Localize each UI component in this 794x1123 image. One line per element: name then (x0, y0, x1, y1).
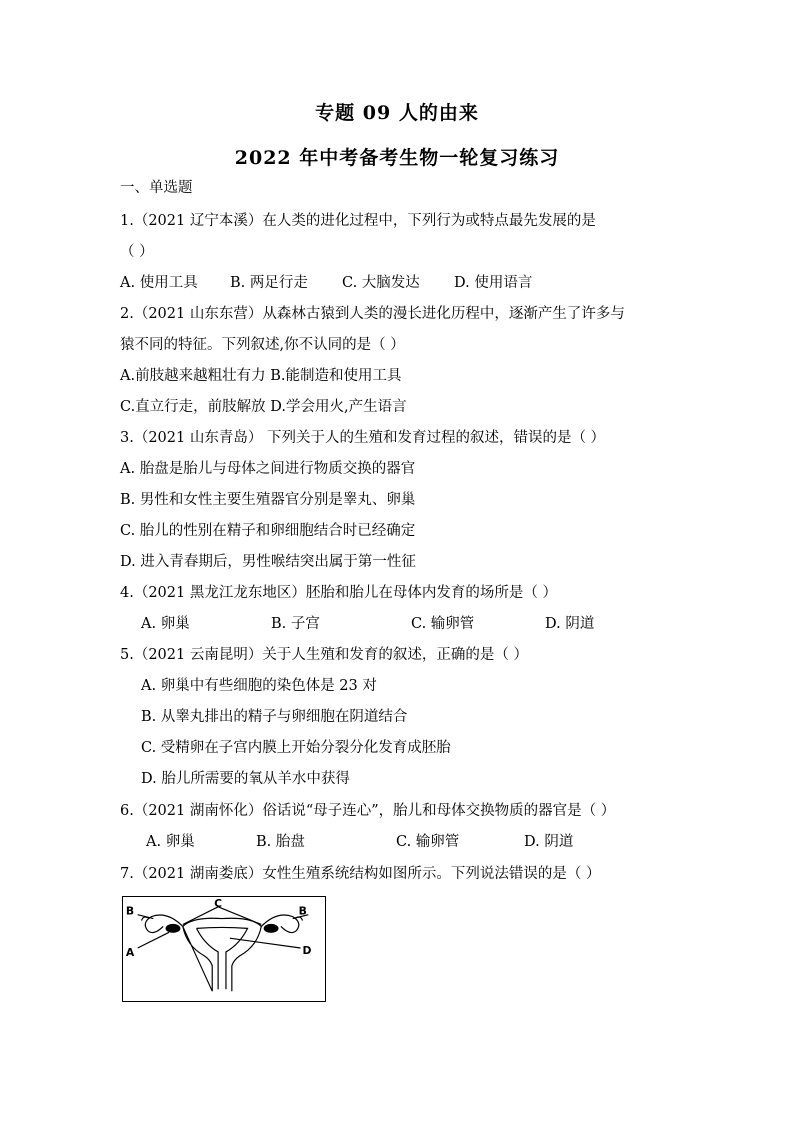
question-5-stem: 5.（2021 云南昆明）关于人生殖和发育的叙述，正确的是（ ） (120, 647, 528, 663)
question-3-option-b: B. 男性和女性主要生殖器官分别是睾丸、卵巢 (120, 492, 416, 508)
question-5-option-a: A. 卵巢中有些细胞的染色体是 23 对 (141, 678, 377, 694)
question-3-option-d: D. 进入青春期后，男性喉结突出属于第一性征 (120, 554, 416, 570)
question-3-option-c: C. 胎儿的性别在精子和卵细胞结合时已经确定 (120, 523, 416, 539)
question-5-option-c: C. 受精卵在子宫内膜上开始分裂分化发育成胚胎 (141, 740, 451, 756)
question-1-options (120, 273, 680, 293)
question-6-options (146, 832, 666, 852)
question-1-paren: （ ） (120, 244, 154, 260)
option-a: A. 卵巢 (141, 616, 190, 632)
reproductive-system-diagram (123, 897, 325, 1001)
question-2-stem-line-2: 猿不同的特征。下列叙述,你不认同的是（ ） (120, 337, 405, 353)
question-1-stem: 1.（2021 辽宁本溪）在人类的进化过程中，下列行为或特点最先发展的是 (120, 213, 596, 229)
option-c: C. 输卵管 (396, 834, 460, 850)
question-5-option-d: D. 胎儿所需要的氧从羊水中获得 (141, 771, 350, 787)
option-b: B. 胎盘 (256, 834, 305, 850)
option-c: C. 输卵管 (411, 616, 475, 632)
figure-label-a: A (125, 945, 135, 959)
question-2-stem-line-1: 2.（2021 山东东营）从森林古猿到人类的漫长进化历程中，逐渐产生了许多与 (120, 306, 625, 322)
figure-label-b-left: B (125, 904, 135, 918)
question-4-stem: 4.（2021 黑龙江龙东地区）胚胎和胎儿在母体内发育的场所是（ ） (120, 585, 557, 601)
question-7-stem: 7.（2021 湖南娄底）女性生殖系统结构如图所示。下列说法错误的是（ ） (120, 866, 601, 882)
section-heading: 一、单选题 (120, 180, 193, 196)
figure-label-c: C (214, 897, 223, 910)
option-a: A. 使用工具 (120, 275, 198, 291)
question-3-option-a: A. 胎盘是胎儿与母体之间进行物质交换的器官 (120, 461, 416, 477)
question-3-stem: 3.（2021 山东青岛） 下列关于人的生殖和发育过程的叙述，错误的是（ ） (120, 430, 606, 446)
option-a: A. 卵巢 (146, 834, 195, 850)
option-b: B. 子宫 (271, 616, 320, 632)
document-title: 专题 09 人的由来 (315, 102, 479, 124)
document-subtitle: 2022 年中考备考生物一轮复习练习 (234, 147, 560, 169)
question-4-options (141, 614, 661, 634)
option-b: B. 两足行走 (230, 275, 308, 291)
question-5-option-b: B. 从睾丸排出的精子与卵细胞在阴道结合 (141, 709, 408, 725)
question-2-options-cd: C.直立行走，前肢解放 D.学会用火,产生语言 (120, 399, 407, 415)
figure-label-d: D (302, 943, 312, 957)
option-d: D. 使用语言 (454, 275, 533, 291)
reproductive-system-figure (122, 896, 326, 1002)
figure-label-b-right: B (298, 904, 307, 918)
option-d: D. 阴道 (524, 834, 574, 850)
option-c: C. 大脑发达 (342, 275, 420, 291)
question-6-stem: 6.（2021 湖南怀化）俗话说“母子连心”，胎儿和母体交换物质的器官是（ ） (120, 803, 616, 819)
question-2-options-ab: A.前肢越来越粗壮有力 B.能制造和使用工具 (120, 368, 402, 384)
option-d: D. 阴道 (545, 616, 595, 632)
